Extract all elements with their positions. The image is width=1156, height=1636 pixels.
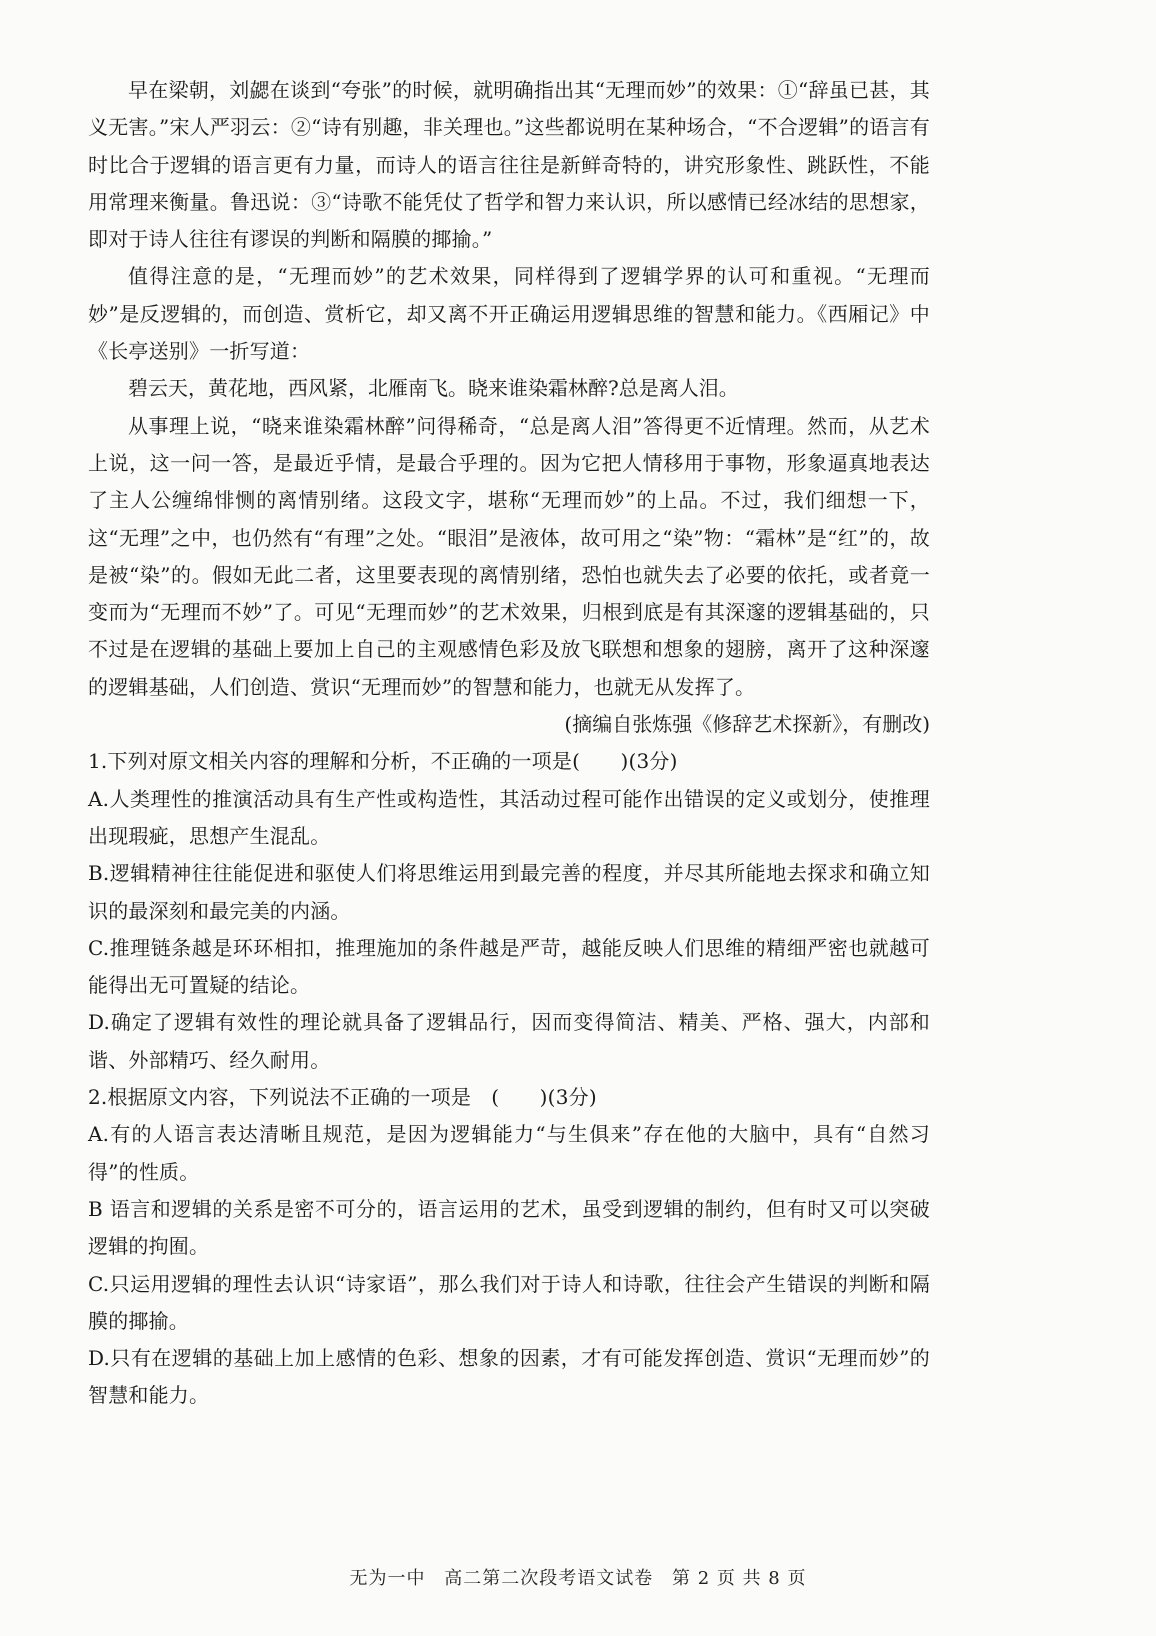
source-citation: (摘编自张炼强《修辞艺术探新》，有删改)	[564, 712, 930, 737]
passage-paragraph-2: 值得注意的是，“无理而妙”的艺术效果，同样得到了逻辑学界的认可和重视。“无理而妙”是反逻辑的，而创造、赏析它，却又离不开正确运用逻辑思维的智慧和能力。《西厢记》中《长亭送别》一折写道：	[88, 264, 930, 364]
question-stem: 2.根据原文内容，下列说法不正确的一项是 ( )(3分)	[88, 1085, 597, 1110]
option-c: C.只运用逻辑的理性去认识“诗家语”，那么我们对于诗人和诗歌，往往会产生错误的判断和隔膜的揶揄。	[88, 1271, 930, 1333]
page-footer	[0, 1564, 1156, 1590]
footer-school: 无为一中	[349, 1568, 426, 1589]
question-1	[88, 743, 930, 1079]
option-c: C.推理链条越是环环相扣，推理施加的条件越是严苛，越能反映人们思维的精细严密也就越可能得出无可置疑的结论。	[88, 935, 930, 998]
footer-page-number: 第 2 页 共 8 页	[671, 1568, 807, 1589]
question-2	[88, 1079, 930, 1415]
passage-paragraph-3: 从事理上说，“晓来谁染霜林醉”问得稀奇，“总是离人泪”答得更不近情理。然而，从艺术上说，这一问一答，是最近乎情，是最合乎理的。因为它把人情移用于事物，形象逼真地表达了主人公缠绵悱恻的离情别绪。这段文字，堪称“无理而妙”的上品。不过，我们细想一下，这“无理”之中，也仍然有“有理”之处。“眼泪”是液体，故可用之“染”物：“霜林”是“红”的，故是被“染”的。假如无此二者，这里要表现的离情别绪，恐怕也就失去了必要的依托，或者竟一变而为“无理而不妙”了。可见“无理而妙”的艺术效果，归根到底是有其深邃的逻辑基础的，只不过是在逻辑的基础上要加上自己的主观感情色彩及放飞联想和想象的翅膀，离开了这种深邃的逻辑基础，人们创造、赏识“无理而妙”的智慧和能力，也就无从发挥了。	[88, 413, 930, 699]
option-d: D.只有在逻辑的基础上加上感情的色彩、想象的因素，才有可能发挥创造、赏识“无理而妙”的智慧和能力。	[88, 1346, 930, 1408]
passage-paragraph-1: 早在梁朝，刘勰在谈到“夸张”的时候，就明确指出其“无理而妙”的效果：①“辞虽已甚，其义无害。”宋人严羽云：②“诗有别趣，非关理也。”这些都说明在某种场合，“不合逻辑”的语言有时比合于逻辑的语言更有力量，而诗人的语言往往是新鲜奇特的，讲究形象性、跳跃性，不能用常理来衡量。鲁迅说：③“诗歌不能凭仗了哲学和智力来认识，所以感情已经冰结的思想家，即对于诗人往往有谬误的判断和隔膜的揶揄。”	[88, 78, 930, 252]
question-stem: 1.下列对原文相关内容的理解和分析，不正确的一项是( )(3分)	[88, 749, 678, 774]
quoted-poem: 碧云天，黄花地，西风紧，北雁南飞。晓来谁染霜林醉?总是离人泪。	[128, 376, 739, 401]
option-d: D.确定了逻辑有效性的理论就具备了逻辑品行，因而变得简洁、精美、严格、强大，内部和谐、外部精巧、经久耐用。	[88, 1010, 930, 1072]
option-b: B 语言和逻辑的关系是密不可分的，语言运用的艺术，虽受到逻辑的制约，但有时又可以突破逻辑的拘囿。	[88, 1196, 930, 1259]
option-b: B.逻辑精神往往能促进和驱使人们将思维运用到最完善的程度，并尽其所能地去探求和确立知识的最深刻和最完美的内涵。	[88, 861, 930, 923]
footer-exam-title: 高二第二次段考语文试卷	[444, 1568, 654, 1589]
option-a: A.人类理性的推演活动具有生产性或构造性，其活动过程可能作出错误的定义或划分，使推理出现瑕疵，思想产生混乱。	[88, 786, 930, 848]
option-a: A.有的人语言表达清晰且规范，是因为逻辑能力“与生俱来”存在他的大脑中，具有“自然习得”的性质。	[88, 1122, 930, 1184]
